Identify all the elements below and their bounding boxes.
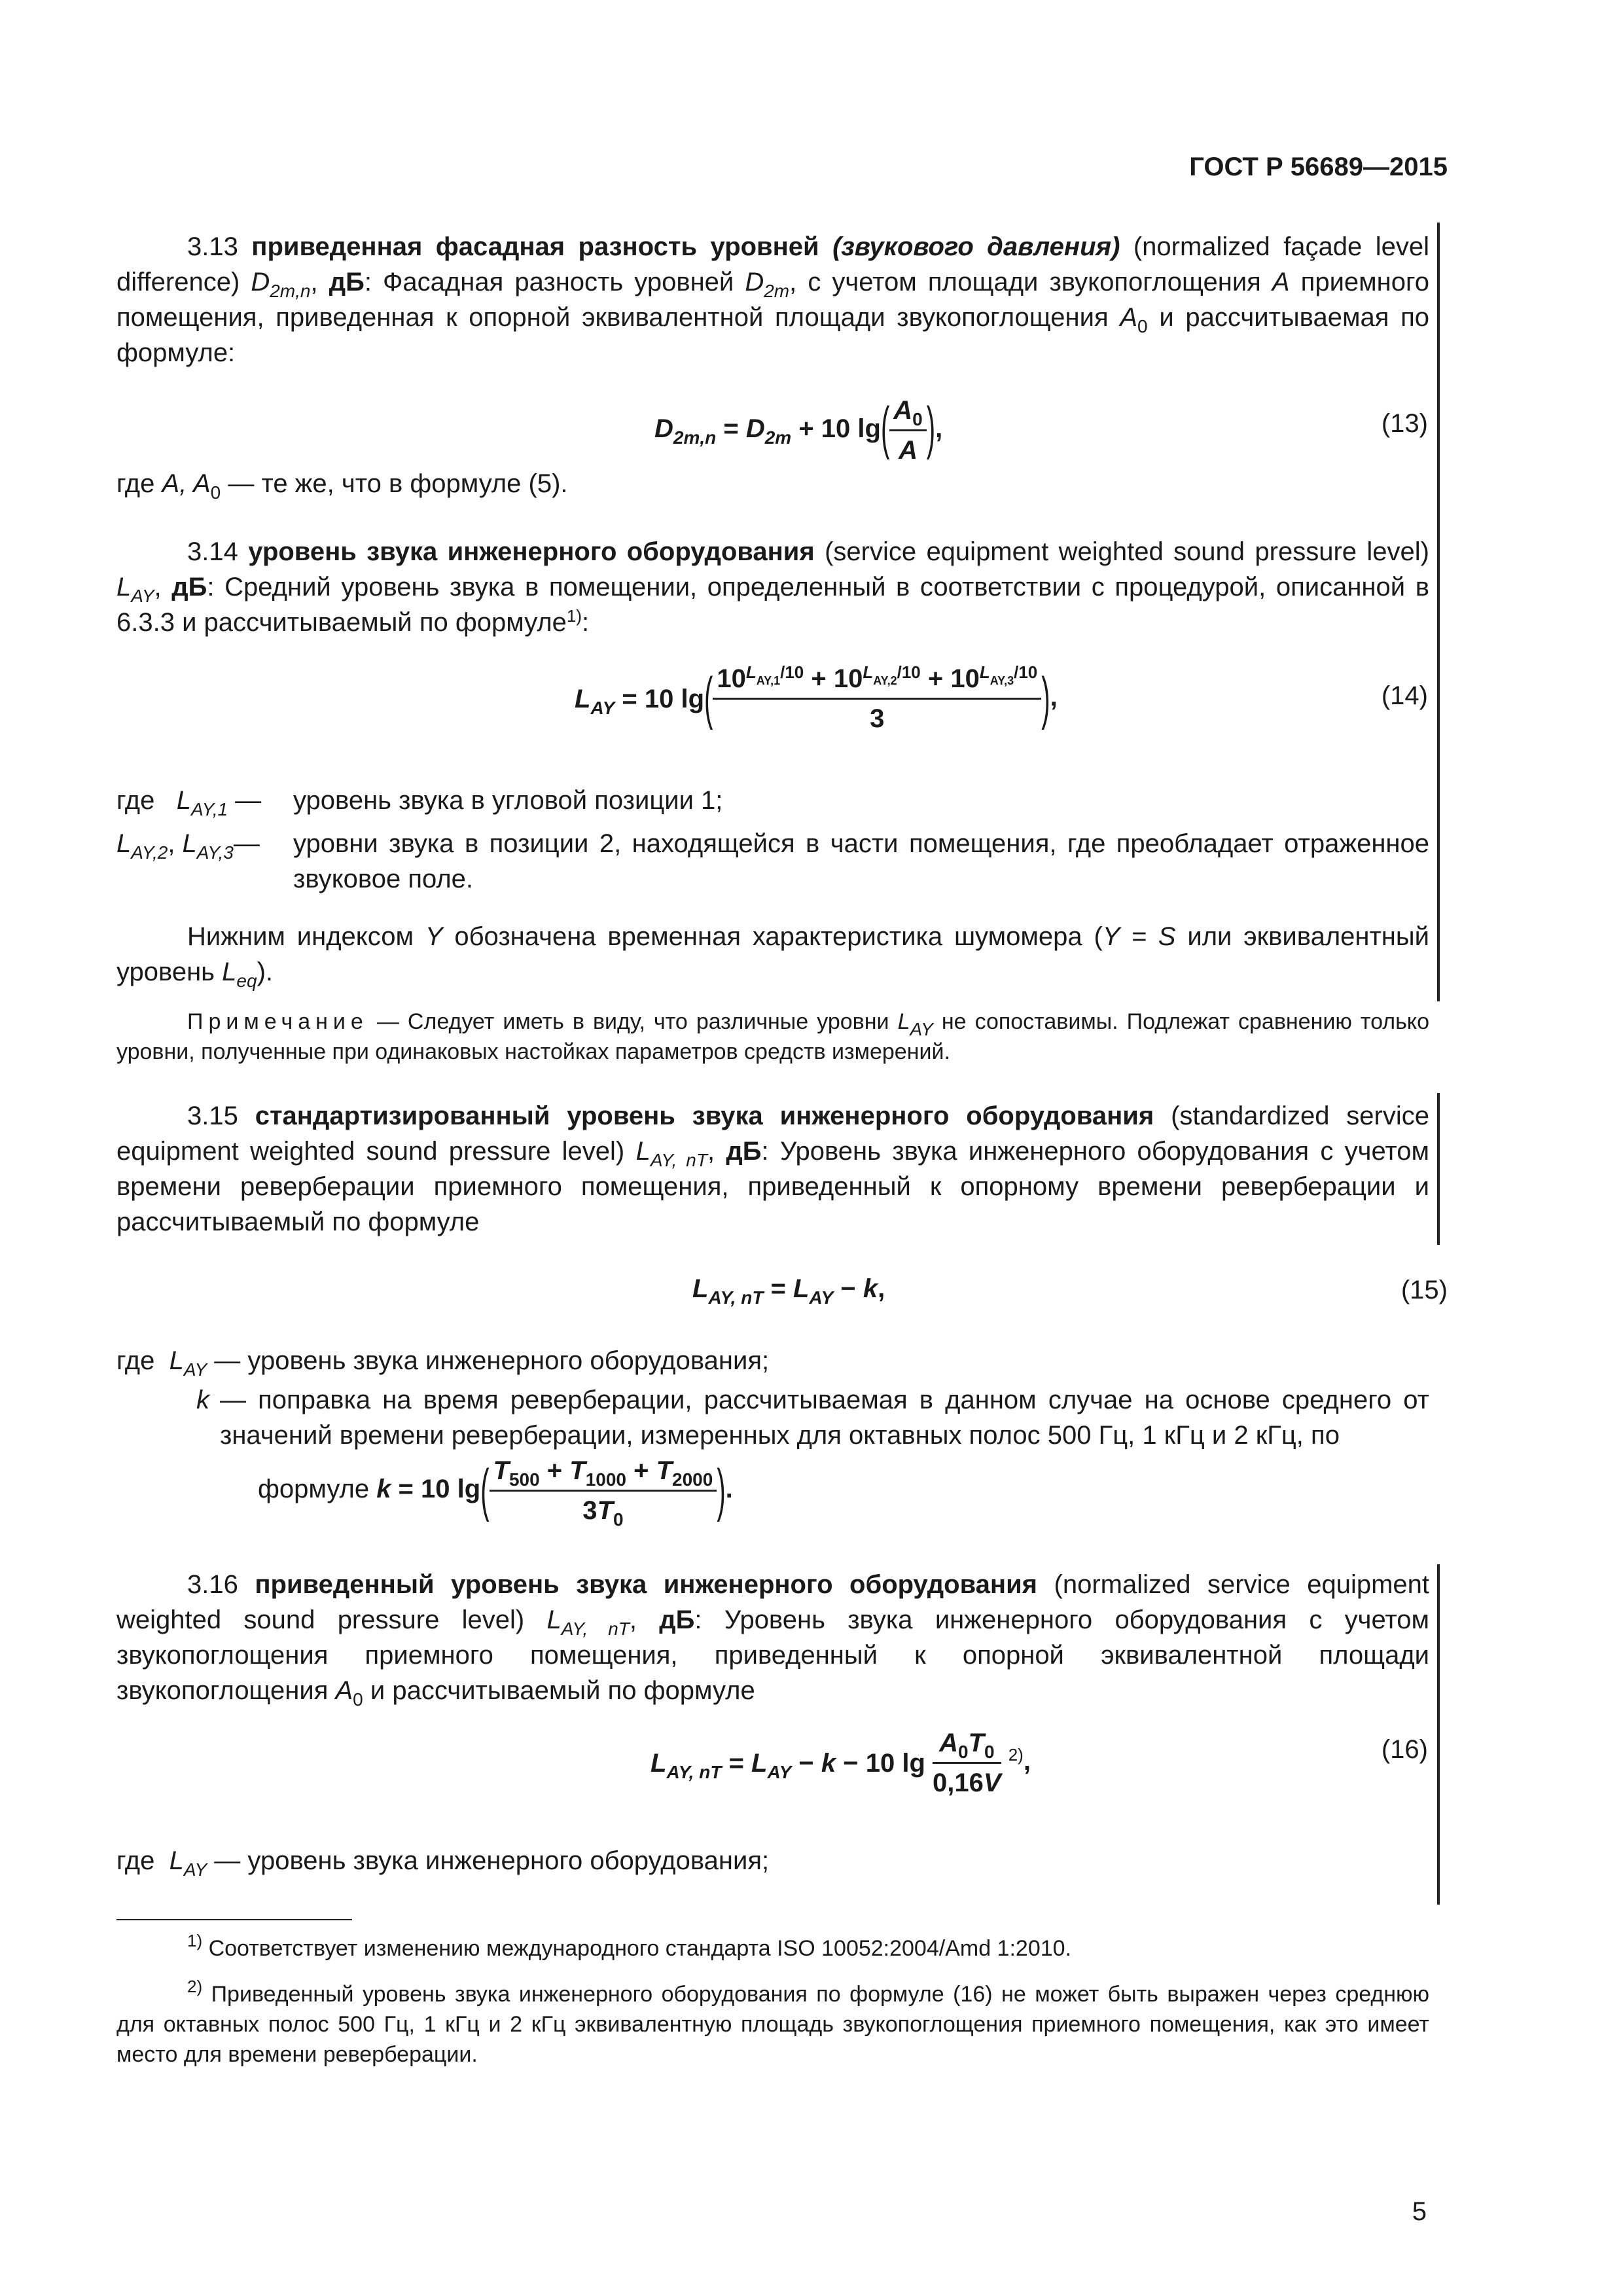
where-3-15-k: k (196, 1386, 209, 1414)
change-bar-3 (1437, 1564, 1440, 1905)
formula-number-15: (15) (1400, 1276, 1448, 1304)
section-3-13: 3.13 приведенная фасадная разность уровней (звукового давления) (normalized façade level difference) $D_{2m,n}$, дБ: Фасадная разность уровней $D_{2m}$, с учетом площади звукопоглощения A приемного помещения, приведенная к опорной эквивалентной площади звукопоглощения $A_0$ и рассчитываемая по формуле: (116, 232, 1429, 367)
where-3-14-text-2: уровни звука в позиции 2, находящейся в части помещения, где преобладает отраженное звуковое поле. (293, 829, 1429, 893)
footnote-2: $^{2)}$ Приведенный уровень звука инженерного оборудования по формуле (16) не может быть выражен через среднюю для октавных полос 500 Гц, 1 кГц и 2 кГц эквивалентную площадь звукопоглощения приемного помещения, как это имеет место для времени реверберации. (116, 1977, 1430, 2067)
formula-number-16: (16) (1381, 1735, 1428, 1764)
formula-15: $L_{AY, nT} = L_{AY} - k$, (692, 1274, 885, 1308)
page-number: 5 (1412, 2197, 1427, 2226)
section-3-15: 3.15 стандартизированный уровень звука инженерного оборудования (standardized service equipment weighted sound pressure level) $L_{AY, nT}$, дБ: Уровень звука инженерного оборудования с учетом времени реверберации приемного помещения, приведенный к опорному времени реверберации и рассчитываемый по формуле (116, 1102, 1430, 1236)
index-note: Нижним индексом Y обозначена временная характеристика шумомера (Y = S или эквивалентный уровень $L_{eq}$). (116, 922, 1429, 991)
formula-number-13: (13) (1381, 409, 1428, 438)
section-3-14: 3.14 уровень звука инженерного оборудования (service equipment weighted sound pressure level) $L_{AY}$, дБ: Средний уровень звука в помещении, определенный в соответствии с процедурой, описанной в 6.3.3 и рассчитываемый по формуле$^{1)}$: (116, 537, 1429, 637)
formula-16: $L_{AY, nT} = L_{AY} - k - 10$ lg $\frac{A_0T_0}{0,16V}$ $^{2)}$, (651, 1725, 1031, 1801)
formula-number-14: (14) (1381, 681, 1428, 710)
where-3-15-k-text: — поправка на время реверберации, рассчитываемая в данном случае на основе среднего от значений времени реверберации, измеренных для октавных полос 500 Гц, 1 кГц и 2 кГц, по (220, 1386, 1429, 1450)
where-3-15-k-formula: формуле k = 10 lg( $\frac{T_{500} + T_{1000} + T_{2000}}{3T_0}$ ). (258, 1453, 733, 1528)
footnote-separator (116, 1919, 352, 1920)
section-3-16: 3.16 приведенный уровень звука инженерного оборудования (normalized service equipment weighted sound pressure level) $L_{AY, nT}$, дБ: Уровень звука инженерного оборудования с учетом звукопоглощения приемного помещения, приведенный к опорной эквивалентной площади звукопоглощения $A_0$ и рассчитываемый по формуле (116, 1570, 1429, 1710)
change-bar-2 (1437, 1093, 1440, 1245)
document-header: ГОСТ Р 56689—2015 (1189, 152, 1448, 181)
formula-14: $L_{AY} = 10$ lg( $\frac{10^{L_{AY,1}/10} + 10^{L_{AY,2}/10} + 10^{L_{AY,3}/10}}{3}$ ), (575, 662, 1058, 733)
footnote-1: $^{1)}$ Соответствует изменению международного стандарта ISO 10052:2004/Amd 1:2010. (187, 1931, 1071, 1961)
where-3-14-row-2: $L_{AY,2}$, $L_{AY,3}—$ (116, 829, 260, 863)
change-bar-1 (1437, 223, 1440, 1001)
where-3-15-row-1: где $L_{AY}$ — уровень звука инженерного оборудования; (116, 1346, 770, 1380)
where-3-14-row-1: где $L_{AY,1}$ — (116, 786, 262, 819)
where-3-16-row-1: где $L_{AY}$ — уровень звука инженерного оборудования; (116, 1846, 770, 1880)
where-3-14-text-1: уровень звука в угловой позиции 1; (293, 786, 723, 815)
formula-13: $D_{2m,n} = D_{2m} + 10$ lg( $\frac{A_0}{A}$ ), (654, 393, 942, 468)
note-block: Примечание — Следует иметь в виду, что различные уровни $L_{AY}$ не сопоставимы. Подлежат сравнению только уровни, полученные при одинаковых настойках параметров средств измерений. (116, 1009, 1429, 1064)
where-3-13: где A, $A_0$ — те же, что в формуле (5). (116, 469, 568, 503)
